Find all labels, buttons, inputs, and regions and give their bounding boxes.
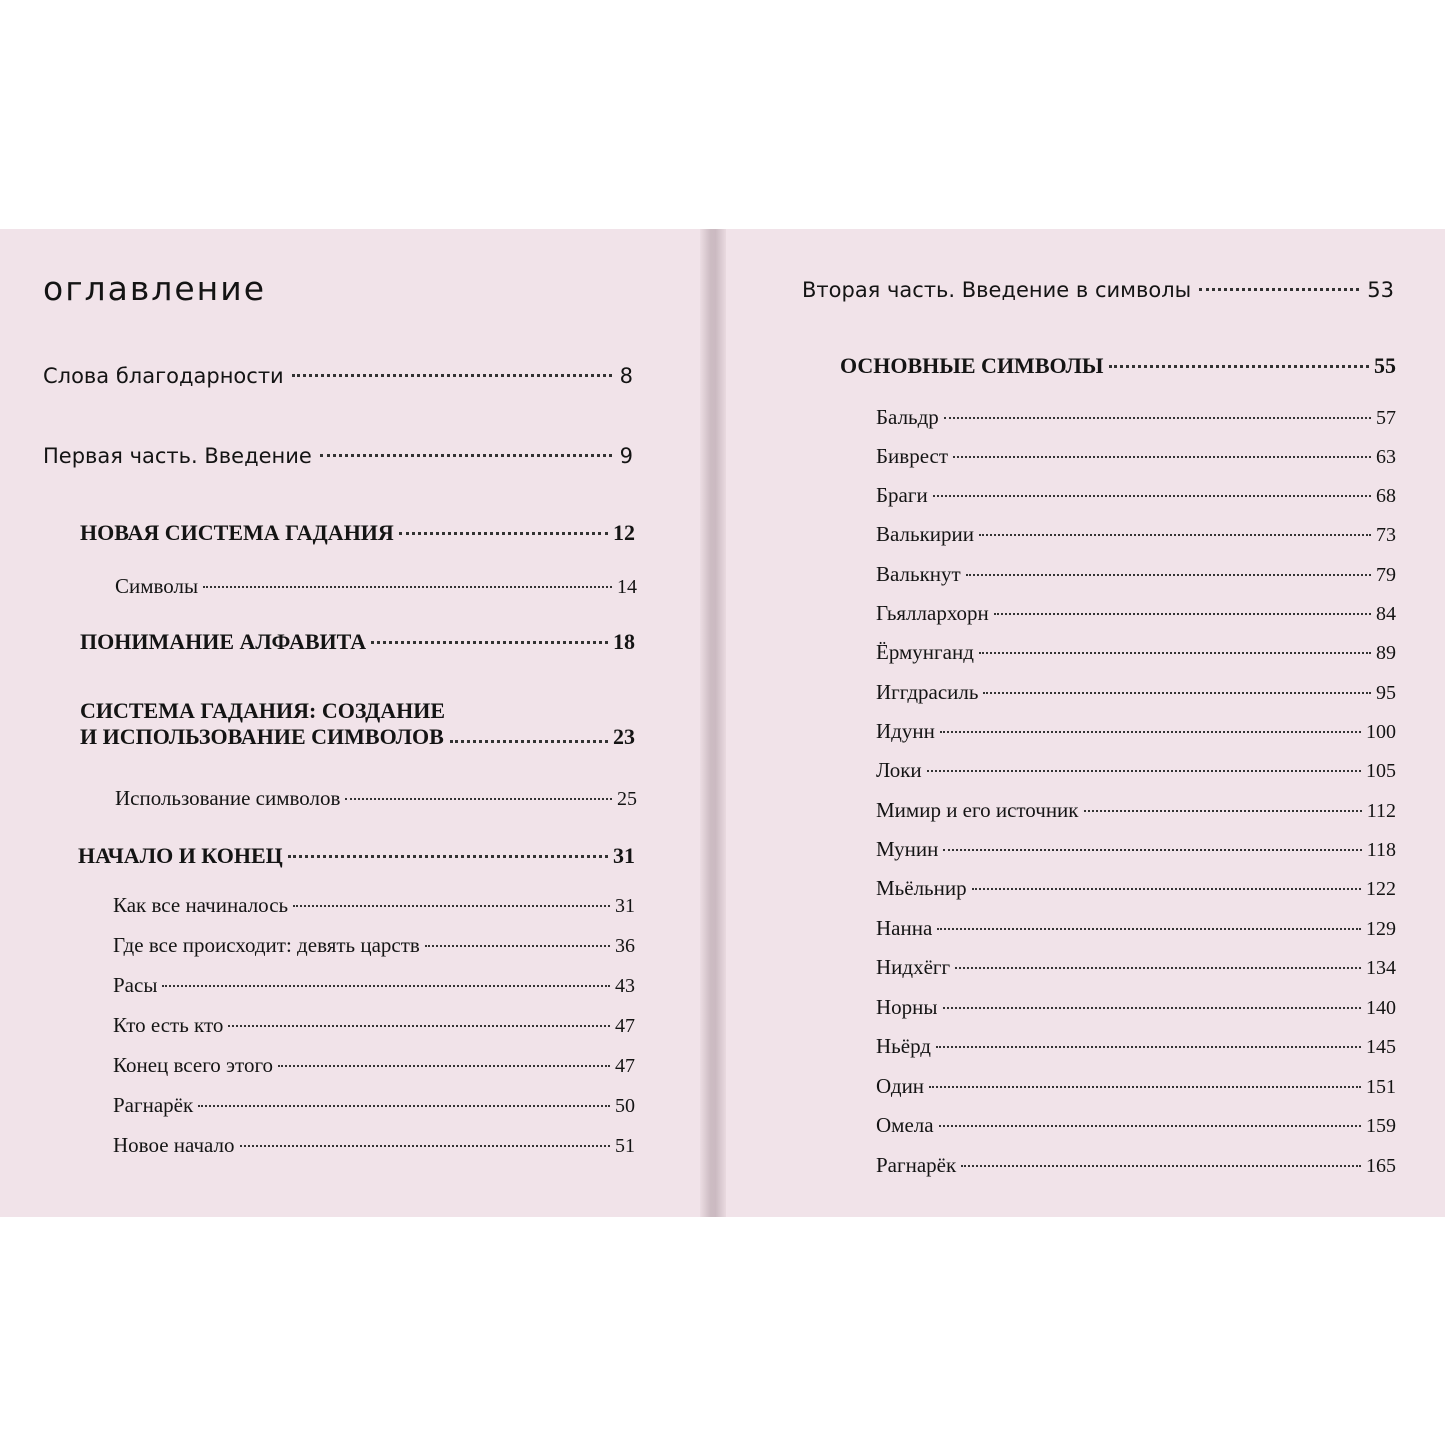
entry-title bbox=[80, 698, 445, 750]
toc-entry[interactable] bbox=[876, 1153, 1396, 1178]
toc-entry[interactable] bbox=[43, 364, 633, 388]
toc-entry[interactable] bbox=[113, 1093, 635, 1118]
entry-title: Идунн bbox=[876, 719, 935, 743]
right-page bbox=[726, 229, 1445, 1217]
dot-leader bbox=[953, 456, 1371, 458]
dot-leader bbox=[979, 652, 1371, 654]
entry-page: 55 bbox=[1374, 353, 1396, 378]
entry-page: 14 bbox=[617, 576, 637, 598]
dot-leader bbox=[320, 454, 612, 457]
entry-page: 151 bbox=[1366, 1076, 1396, 1098]
dot-leader bbox=[450, 740, 608, 743]
toc-entry[interactable] bbox=[876, 719, 1396, 744]
dot-leader bbox=[345, 798, 612, 800]
entry-page: 9 bbox=[619, 444, 633, 468]
dot-leader bbox=[371, 641, 608, 644]
toc-entry[interactable] bbox=[113, 893, 635, 918]
dot-leader bbox=[929, 1086, 1361, 1088]
dot-leader bbox=[943, 1007, 1361, 1009]
entry-title: НАЧАЛО И КОНЕЦ bbox=[78, 843, 283, 868]
toc-entry[interactable] bbox=[876, 601, 1396, 626]
toc-entry[interactable] bbox=[113, 1133, 635, 1158]
dot-leader bbox=[983, 692, 1371, 694]
entry-page: 100 bbox=[1366, 721, 1396, 743]
entry-page: 159 bbox=[1366, 1115, 1396, 1137]
dot-leader bbox=[979, 534, 1371, 536]
entry-title: Ёрмунганд bbox=[876, 640, 974, 664]
entry-title: Первая часть. Введение bbox=[43, 444, 312, 468]
entry-title: Иггдрасиль bbox=[876, 680, 979, 704]
entry-page: 118 bbox=[1366, 839, 1396, 861]
entry-title: Кто есть кто bbox=[113, 1013, 224, 1037]
dot-leader bbox=[1109, 365, 1369, 368]
toc-entry[interactable] bbox=[876, 444, 1396, 469]
toc-entry[interactable] bbox=[876, 955, 1396, 980]
entry-title: Валькирии bbox=[876, 522, 974, 546]
dot-leader bbox=[292, 374, 612, 377]
dot-leader bbox=[1084, 810, 1362, 812]
entry-title: Мьёльнир bbox=[876, 876, 967, 900]
entry-page: 73 bbox=[1376, 524, 1396, 546]
entry-title: Символы bbox=[115, 574, 199, 598]
entry-page: 47 bbox=[615, 1015, 635, 1037]
entry-page: 79 bbox=[1376, 564, 1396, 586]
entry-page: 165 bbox=[1366, 1155, 1396, 1177]
entry-title: ПОНИМАНИЕ АЛФАВИТА bbox=[80, 629, 367, 654]
dot-leader bbox=[203, 586, 612, 588]
entry-page: 68 bbox=[1376, 485, 1396, 507]
toc-entry[interactable] bbox=[876, 522, 1396, 547]
entry-title: Как все начиналось bbox=[113, 893, 289, 917]
entry-title: Браги bbox=[876, 483, 928, 507]
toc-entry[interactable] bbox=[115, 786, 637, 811]
toc-entry[interactable] bbox=[876, 916, 1396, 941]
toc-entry[interactable] bbox=[876, 680, 1396, 705]
entry-page: 25 bbox=[617, 788, 637, 810]
entry-page: 47 bbox=[615, 1055, 635, 1077]
dot-leader bbox=[961, 1165, 1361, 1167]
entry-title: Биврест bbox=[876, 444, 949, 468]
entry-title: Бальдр bbox=[876, 405, 939, 429]
entry-page: 23 bbox=[613, 724, 635, 749]
dot-leader bbox=[939, 1125, 1361, 1127]
entry-page: 53 bbox=[1367, 278, 1394, 302]
toc-entry[interactable] bbox=[115, 574, 637, 599]
toc-entry[interactable] bbox=[113, 1013, 635, 1038]
entry-title: ОСНОВНЫЕ СИМВОЛЫ bbox=[840, 353, 1104, 378]
entry-title-line-2: И ИСПОЛЬЗОВАНИЕ СИМВОЛОВ bbox=[80, 724, 444, 749]
entry-title: Мимир и его источник bbox=[876, 798, 1079, 822]
dot-leader bbox=[293, 905, 610, 907]
entry-title: Мунин bbox=[876, 837, 939, 861]
entry-page: 145 bbox=[1366, 1036, 1396, 1058]
entry-page: 112 bbox=[1366, 800, 1396, 822]
entry-title: НОВАЯ СИСТЕМА ГАДАНИЯ bbox=[80, 520, 394, 545]
entry-page: 43 bbox=[615, 975, 635, 997]
entry-title: Нанна bbox=[876, 916, 933, 940]
dot-leader bbox=[944, 417, 1371, 419]
entry-page: 129 bbox=[1366, 918, 1396, 940]
dot-leader bbox=[933, 495, 1371, 497]
dot-leader bbox=[228, 1025, 610, 1027]
toc-entry[interactable] bbox=[78, 843, 635, 869]
toc-entry-part[interactable] bbox=[802, 278, 1394, 302]
left-page bbox=[0, 229, 700, 1217]
dot-leader bbox=[198, 1105, 610, 1107]
entry-title: Локи bbox=[876, 758, 922, 782]
entry-title: Где все происходит: девять царств bbox=[113, 933, 420, 957]
entry-page: 51 bbox=[615, 1135, 635, 1157]
entry-page: 122 bbox=[1366, 878, 1396, 900]
entry-title: Нидхёгг bbox=[876, 955, 951, 979]
dot-leader bbox=[399, 532, 608, 535]
toc-entry[interactable] bbox=[80, 520, 635, 546]
entry-title: Конец всего этого bbox=[113, 1053, 274, 1077]
entry-page: 18 bbox=[613, 629, 635, 654]
entry-title: Омела bbox=[876, 1113, 934, 1137]
entry-title: Вторая часть. Введение в символы bbox=[802, 278, 1192, 302]
toc-entry[interactable] bbox=[876, 1034, 1396, 1059]
toc-entry[interactable] bbox=[876, 798, 1396, 823]
dot-leader bbox=[955, 967, 1361, 969]
dot-leader bbox=[937, 928, 1361, 930]
toc-entry[interactable] bbox=[113, 973, 635, 998]
entry-page: 8 bbox=[619, 364, 633, 388]
entry-title: Ньёрд bbox=[876, 1034, 931, 1058]
entry-title: Рагнарёк bbox=[113, 1093, 194, 1117]
entry-page: 105 bbox=[1366, 760, 1396, 782]
toc-entry[interactable] bbox=[80, 629, 635, 655]
toc-entry[interactable] bbox=[80, 698, 635, 750]
toc-entry[interactable] bbox=[43, 444, 633, 468]
toc-entry[interactable] bbox=[876, 483, 1396, 508]
dot-leader bbox=[936, 1046, 1361, 1048]
entry-page: 31 bbox=[613, 843, 635, 868]
entry-page: 89 bbox=[1376, 642, 1396, 664]
book-gutter bbox=[700, 229, 726, 1217]
dot-leader bbox=[425, 945, 610, 947]
entry-title-line-1: СИСТЕМА ГАДАНИЯ: СОЗДАНИЕ bbox=[80, 698, 446, 723]
entry-title: Слова благодарности bbox=[43, 364, 284, 388]
dot-leader bbox=[972, 888, 1361, 890]
dot-leader bbox=[288, 855, 608, 858]
entry-page: 140 bbox=[1366, 997, 1396, 1019]
toc-entry[interactable] bbox=[876, 1113, 1396, 1138]
dot-leader bbox=[994, 613, 1371, 615]
entry-page: 63 bbox=[1376, 446, 1396, 468]
entry-page: 84 bbox=[1376, 603, 1396, 625]
dot-leader bbox=[943, 849, 1361, 851]
entry-page: 57 bbox=[1376, 407, 1396, 429]
entry-page: 50 bbox=[615, 1095, 635, 1117]
dot-leader bbox=[927, 770, 1361, 772]
dot-leader bbox=[240, 1145, 610, 1147]
entry-title: Использование символов bbox=[115, 786, 341, 810]
entry-title: Расы bbox=[113, 973, 158, 997]
dot-leader bbox=[1199, 288, 1359, 291]
toc-entry[interactable] bbox=[876, 758, 1396, 783]
toc-entry-section[interactable] bbox=[840, 353, 1396, 379]
toc-entry[interactable] bbox=[876, 837, 1396, 862]
toc-entry[interactable] bbox=[876, 995, 1396, 1020]
entry-title: Новое начало bbox=[113, 1133, 235, 1157]
entry-page: 36 bbox=[615, 935, 635, 957]
entry-page: 95 bbox=[1376, 682, 1396, 704]
toc-entry[interactable] bbox=[876, 562, 1396, 587]
dot-leader bbox=[940, 731, 1361, 733]
entry-title: Один bbox=[876, 1074, 925, 1098]
dot-leader bbox=[966, 574, 1371, 576]
entry-title: Гьяллархорн bbox=[876, 601, 989, 625]
toc-entry[interactable] bbox=[113, 933, 635, 958]
toc-entry[interactable] bbox=[876, 1074, 1396, 1099]
entry-title: Норны bbox=[876, 995, 938, 1019]
toc-heading: оглавление bbox=[43, 269, 267, 308]
entry-page: 31 bbox=[615, 895, 635, 917]
dot-leader bbox=[162, 985, 610, 987]
entry-page: 134 bbox=[1366, 957, 1396, 979]
toc-entry[interactable] bbox=[113, 1053, 635, 1078]
dot-leader bbox=[278, 1065, 610, 1067]
entry-title: Валькнут bbox=[876, 562, 961, 586]
entry-title: Рагнарёк bbox=[876, 1153, 957, 1177]
toc-entry[interactable] bbox=[876, 640, 1396, 665]
toc-entry[interactable] bbox=[876, 876, 1396, 901]
entry-page: 12 bbox=[613, 520, 635, 545]
toc-entry[interactable] bbox=[876, 405, 1396, 430]
